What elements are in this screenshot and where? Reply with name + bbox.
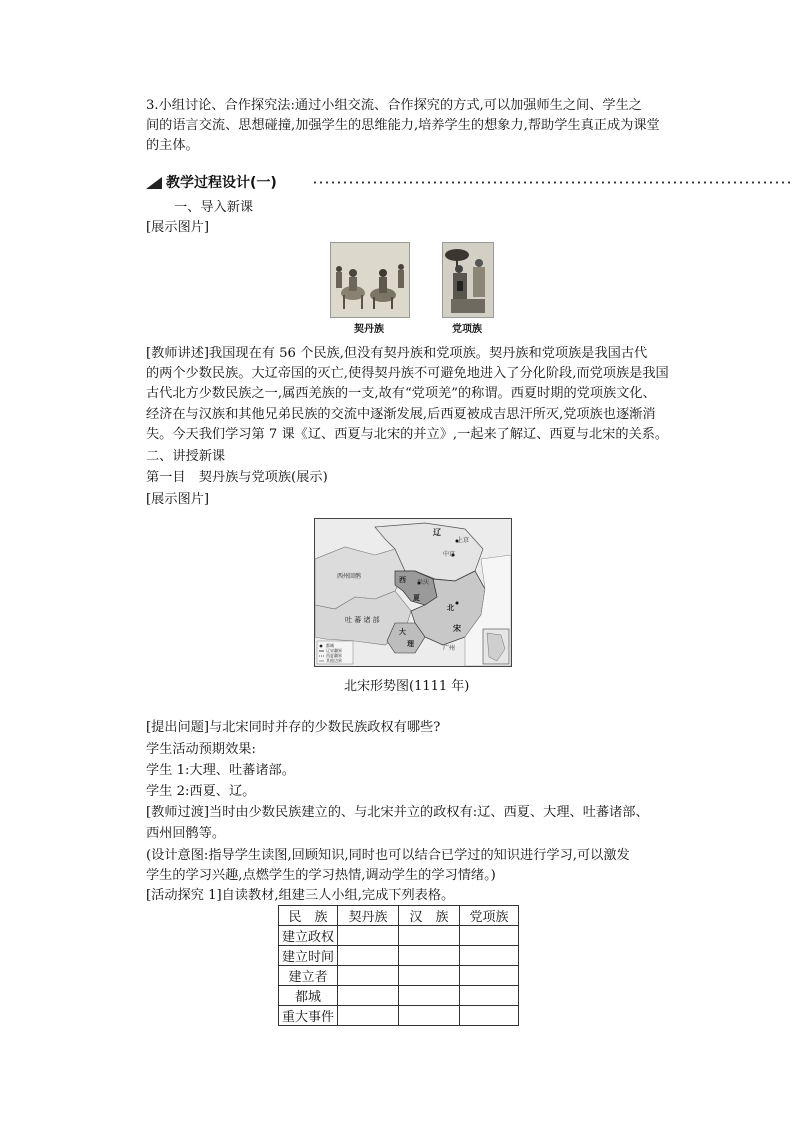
khitan-painting-image [330,242,410,318]
map-label-dali-da: 大 [399,628,406,636]
teacher-talk-line-3: 古代北方少数民族之一,属西羌族的一支,故有“党项羌”的称谓。西夏时期的党项族文化、 [146,386,656,401]
table-cell[interactable] [338,1006,399,1026]
show-pictures-label-1: [展示图片] [146,220,210,235]
table-row [279,1006,519,1026]
teacher-talk-line-1: [教师讲述]我国现在有 56 个民族,但没有契丹族和党项族。契丹族和党项族是我国古代 [146,346,648,361]
ethnic-comparison-table [278,905,519,1026]
show-pictures-label-2: [展示图片] [146,492,210,507]
part1-heading: 一、导入新课 [174,200,254,215]
map-label-shangjing: 上京 [457,537,470,544]
table-cell[interactable] [460,1006,519,1026]
caption-tangut: 党项族 [452,324,482,335]
question-line-3: 学生 1:大理、吐蕃诸部。 [146,763,295,778]
dotted-rule [312,181,794,184]
table-row-label: 建立政权 [279,926,338,946]
tangut-painting-image [442,242,494,318]
intro-line-2: 间的语言交流、思想碰撞,加强学生的思维能力,培养学生的想象力,帮助学生真正成为课堂 [146,118,660,133]
map-label-tubo: 吐 蕃 诸 部 [345,616,380,624]
question-line-7: (设计意图:指导学生读图,回顾知识,同时也可以结合已学过的知识进行学习,可以激发 [146,848,630,863]
table-header-cell: 党项族 [460,906,519,926]
table-cell[interactable] [460,966,519,986]
triangle-icon [146,177,162,189]
map-label-xi: 西 [399,576,406,584]
teacher-talk-line-2: 的两个少数民族。大辽帝国的灭亡,使得契丹族不可避免地进入了分化阶段,而党项族是我国 [146,366,669,381]
question-line-4: 学生 2:西夏、辽。 [146,784,256,799]
map-label-xingqing: 兴庆 [417,579,430,586]
map-label-xia: 夏 [413,594,420,602]
intro-line-1: 3.小组讨论、合作探究法:通过小组交流、合作探究的方式,可以加强师生之间、学生之 [146,98,642,113]
part2-subheading: 第一目 契丹族与党项族(展示) [146,470,328,485]
table-header-cell: 汉 族 [399,906,460,926]
table-header-row [279,906,519,926]
intro-line-3: 的主体。 [146,138,199,153]
table-header-cell: 契丹族 [338,906,399,926]
table-row [279,986,519,1006]
teacher-talk-line-5: 失。今天我们学习第 7 课《辽、西夏与北宋的并立》,一起来了解辽、西夏与北宋的关系。 [146,427,669,442]
question-line-6: 西州回鹘等。 [146,826,226,841]
northern-song-map [314,518,512,667]
map-label-xizhou: 西州回鹘 [337,573,362,580]
map-label-dali-li: 理 [407,640,414,648]
table-row-label: 建立时间 [279,946,338,966]
table-row-label: 建立者 [279,966,338,986]
map-legend-4: 其他边界 [326,658,342,663]
table-cell[interactable] [399,926,460,946]
table-cell[interactable] [338,986,399,1006]
part2-heading: 二、讲授新课 [146,449,226,464]
table-cell[interactable] [399,986,460,1006]
section-heading [146,172,794,194]
table-row [279,946,519,966]
map-legend-1: 都城 [326,643,334,648]
teacher-talk-line-4: 经济在与汉族和其他兄弟民族的交流中逐渐发展,后西夏被成吉思汗所灭,党项族也逐渐消 [146,407,656,422]
section-title: 教学过程设计(一) [166,175,277,191]
map-legend-3: 西夏疆界 [326,653,342,658]
question-line-8: 学生的学习兴趣,点燃学生的学习热情,调动学生的学习情绪。) [146,868,496,883]
map-caption: 北宋形势图(1111 年) [344,679,470,694]
table-cell[interactable] [399,1006,460,1026]
table-cell[interactable] [338,946,399,966]
map-legend-2: 辽宋疆界 [326,648,342,653]
table-cell[interactable] [338,926,399,946]
question-line-5: [教师过渡]当时由少数民族建立的、与北宋并立的政权有:辽、西夏、大理、吐蕃诸部、 [146,805,649,820]
question-line-2: 学生活动预期效果: [146,742,256,757]
table-cell[interactable] [338,966,399,986]
map-label-zhongjing: 中京 [443,551,456,558]
table-header-cell: 民 族 [279,906,338,926]
table-row [279,926,519,946]
map-label-guangzhou: 广州 [443,645,456,652]
table-row-label: 重大事件 [279,1006,338,1026]
caption-khitan: 契丹族 [354,324,384,335]
question-line-1: [提出问题]与北宋同时并存的少数民族政权有哪些? [146,720,441,735]
table-cell[interactable] [399,946,460,966]
map-label-liao: 辽 [433,528,441,537]
table-row [279,966,519,986]
table-cell[interactable] [460,986,519,1006]
question-line-9: [活动探究 1]自读教材,组建三人小组,完成下列表格。 [146,888,455,903]
table-row-label: 都城 [279,986,338,1006]
map-label-song: 宋 [453,624,461,633]
table-cell[interactable] [399,966,460,986]
map-label-bei: 北 [447,604,454,612]
table-cell[interactable] [460,926,519,946]
table-cell[interactable] [460,946,519,966]
